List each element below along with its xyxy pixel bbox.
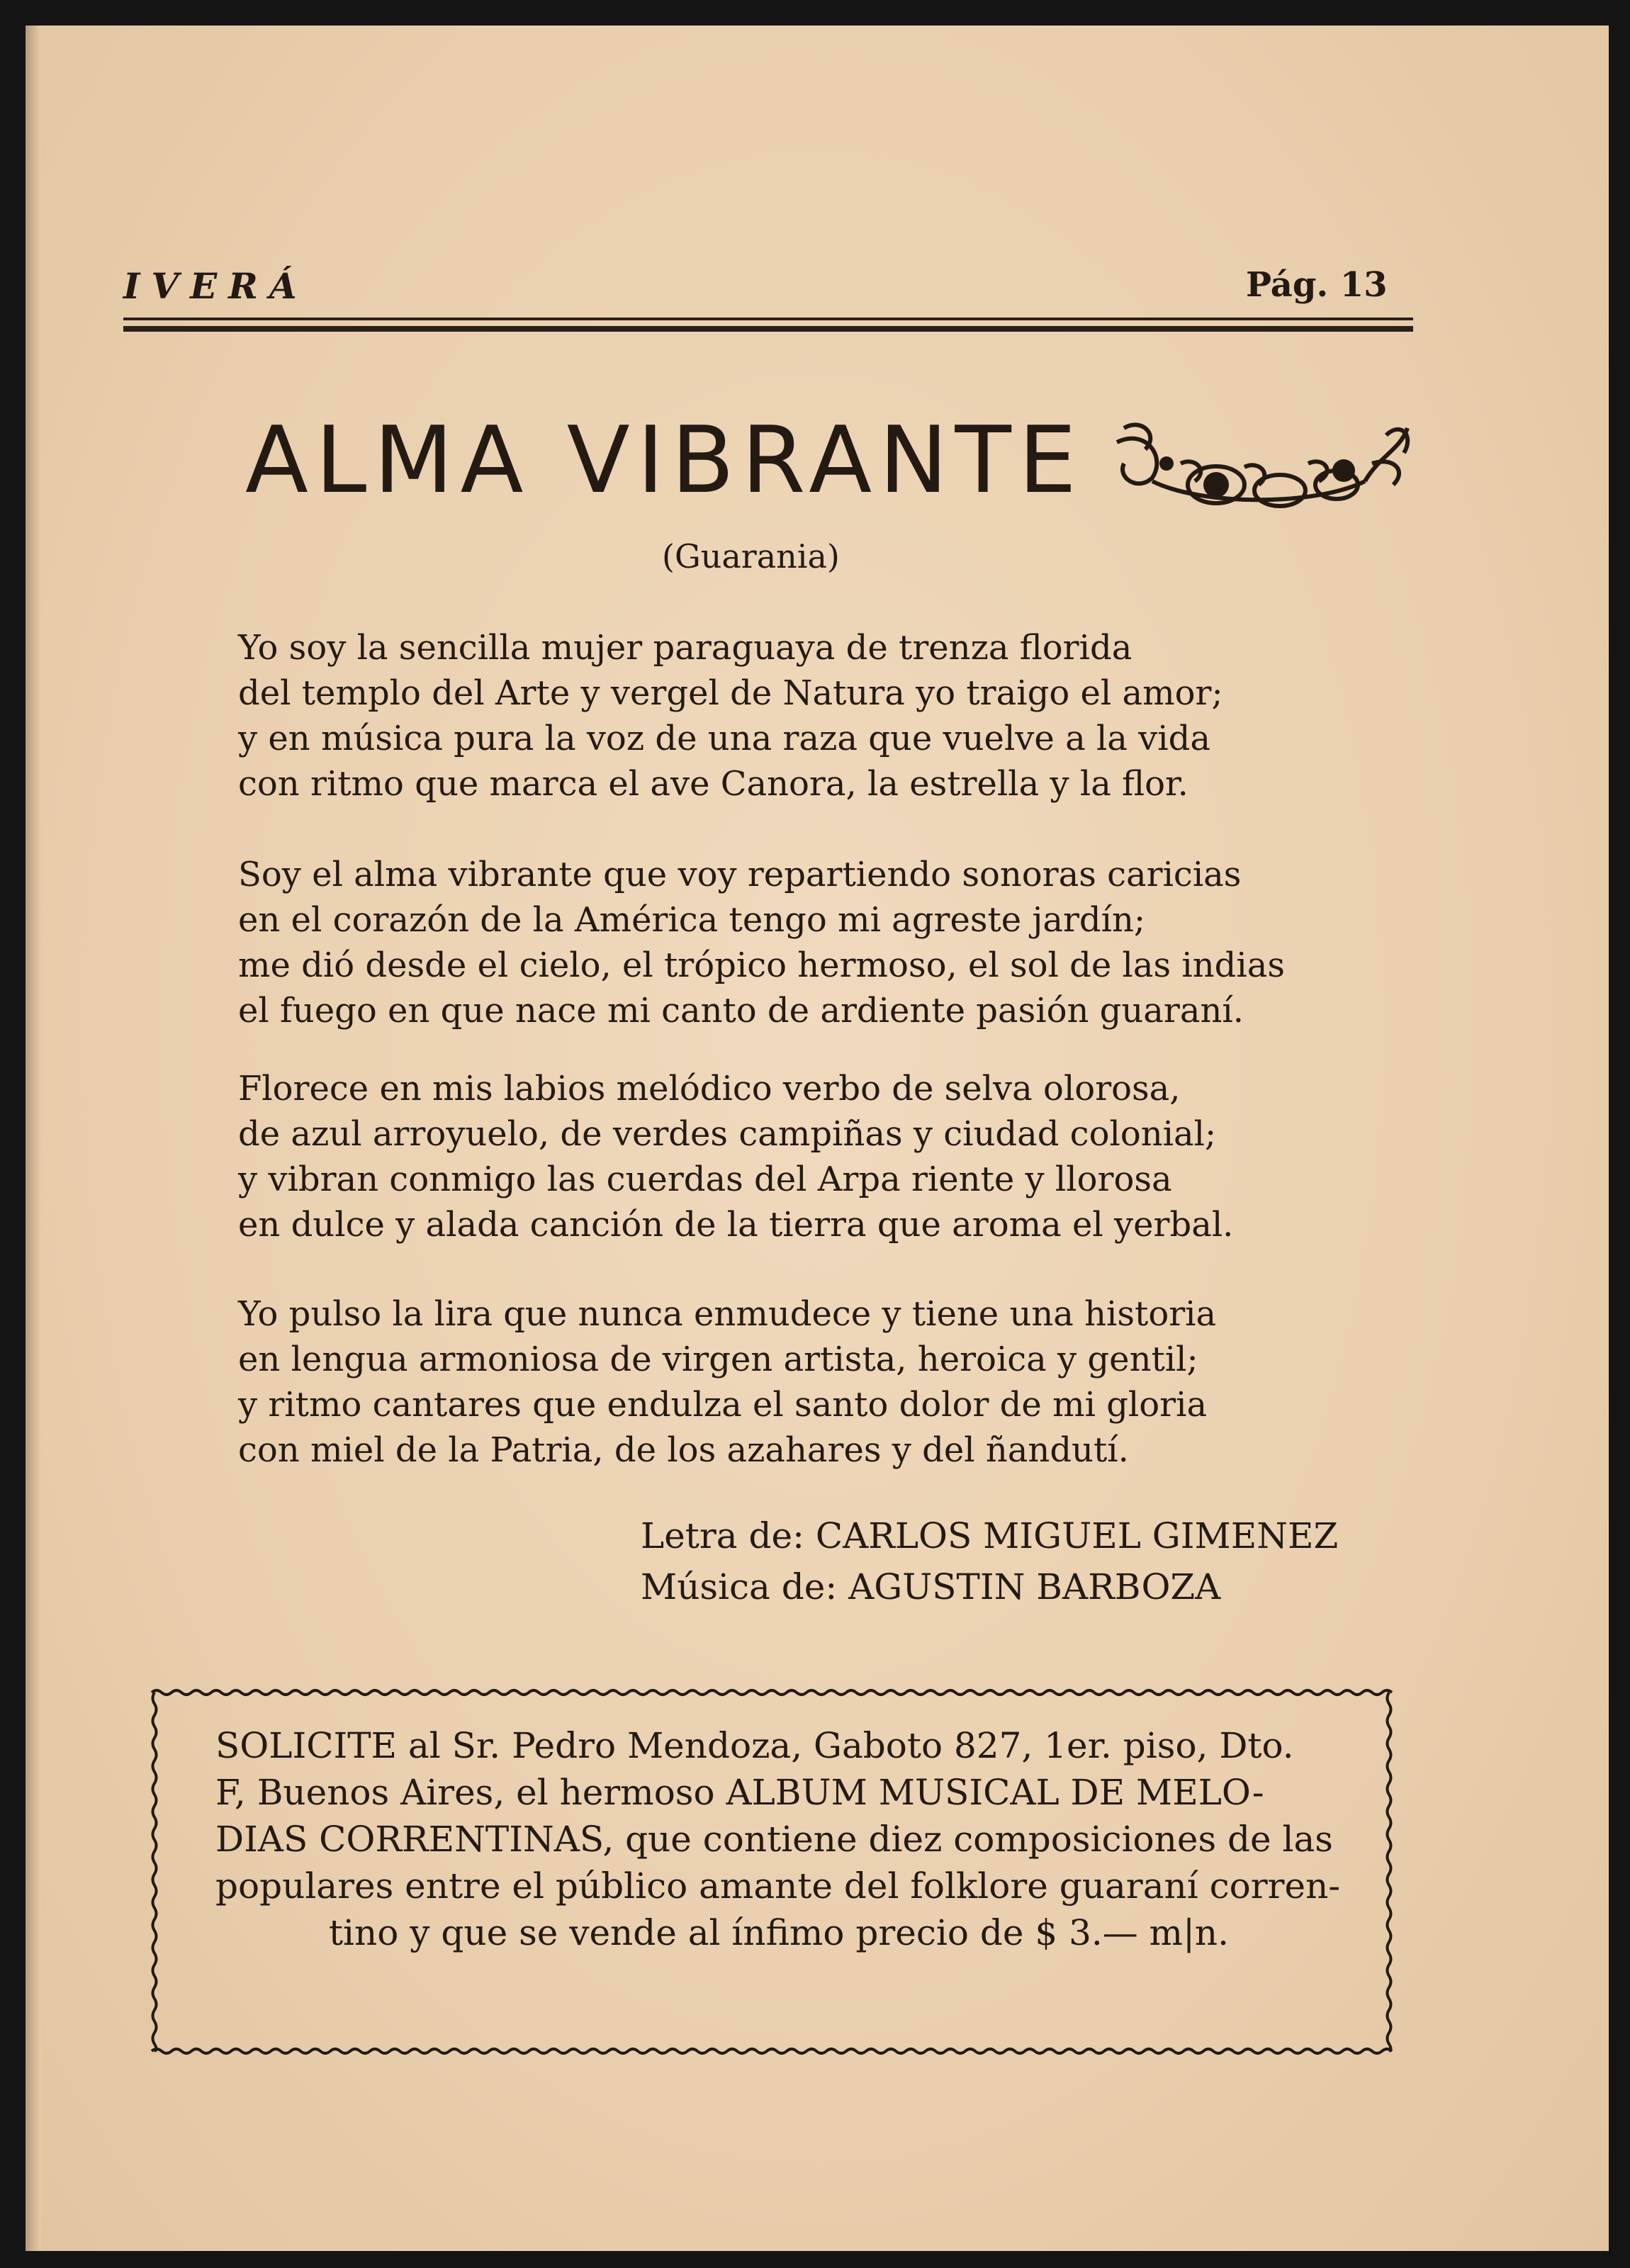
notice-line: populares entre el público amante del folklore guaraní corren- bbox=[215, 1865, 1341, 1907]
poem-subtitle: (Guarania) bbox=[662, 537, 840, 576]
magazine-name: IVERÁ bbox=[123, 265, 308, 307]
advertisement-text bbox=[215, 1722, 1342, 1956]
lyrics-credit: Letra de: CARLOS MIGUEL GIMENEZ bbox=[641, 1515, 1339, 1556]
verse-line: Florece en mis labios melódico verbo de selva olorosa, bbox=[238, 1069, 1181, 1108]
notice-line: SOLICITE al Sr. Pedro Mendoza, Gaboto 827, 1er. piso, Dto. bbox=[215, 1725, 1294, 1766]
notice-line: DIAS CORRENTINAS, que contiene diez composiciones de las bbox=[215, 1819, 1333, 1860]
verse-line: del templo del Arte y vergel de Natura yo traigo el amor; bbox=[238, 673, 1223, 713]
verse-line: en dulce y alada canción de la tierra que aroma el yerbal. bbox=[238, 1205, 1234, 1245]
verse-line: con miel de la Patria, de los azahares y del ñandutí. bbox=[238, 1430, 1129, 1470]
verse-line: en el corazón de la América tengo mi agreste jardín; bbox=[238, 900, 1146, 940]
verse-line: con ritmo que marca el ave Canora, la estrella y la flor. bbox=[238, 764, 1188, 804]
stanza-2 bbox=[238, 852, 1315, 1033]
page-spine-shadow bbox=[26, 26, 41, 2251]
verse-line: y ritmo cantares que endulza el santo dolor de mi gloria bbox=[238, 1385, 1208, 1425]
verse-line: Soy el alma vibrante que voy repartiendo sonoras caricias bbox=[238, 855, 1242, 894]
stanza-4 bbox=[238, 1291, 1315, 1473]
magazine-page bbox=[26, 26, 1609, 2251]
notice-line: F, Buenos Aires, el hermoso ALBUM MUSICAL DE MELO- bbox=[215, 1772, 1264, 1813]
verse-line: y en música pura la voz de una raza que vuelve a la vida bbox=[238, 719, 1210, 758]
verse-line: y vibran conmigo las cuerdas del Arpa riente y llorosa bbox=[238, 1160, 1172, 1199]
advertisement-box bbox=[145, 1683, 1399, 2061]
header-rule-thin bbox=[123, 318, 1413, 320]
verse-line: de azul arroyuelo, de verdes campiñas y ciudad colonial; bbox=[238, 1114, 1217, 1154]
floral-garland-icon bbox=[1103, 414, 1415, 520]
verse-line: me dió desde el cielo, el trópico hermoso, el sol de las indias bbox=[238, 945, 1285, 985]
notice-line: tino y que se vende al ínfimo precio de $ 3.— m|n. bbox=[328, 1912, 1230, 1953]
poem-title: ALMA VIBRANTE bbox=[245, 406, 1084, 514]
verse-line: Yo pulso la lira que nunca enmudece y tiene una historia bbox=[238, 1294, 1217, 1334]
verse-line: en lengua armoniosa de virgen artista, heroica y gentil; bbox=[238, 1340, 1198, 1379]
page-number: Pág. 13 bbox=[1246, 265, 1388, 305]
stanza-3 bbox=[238, 1066, 1315, 1247]
music-credit: Música de: AGUSTIN BARBOZA bbox=[641, 1566, 1221, 1607]
verse-line: Yo soy la sencilla mujer paraguaya de trenza florida bbox=[238, 628, 1132, 668]
header-rule-thick bbox=[123, 326, 1413, 332]
verse-line: el fuego en que nace mi canto de ardiente pasión guaraní. bbox=[238, 991, 1244, 1031]
stanza-1 bbox=[238, 625, 1315, 807]
